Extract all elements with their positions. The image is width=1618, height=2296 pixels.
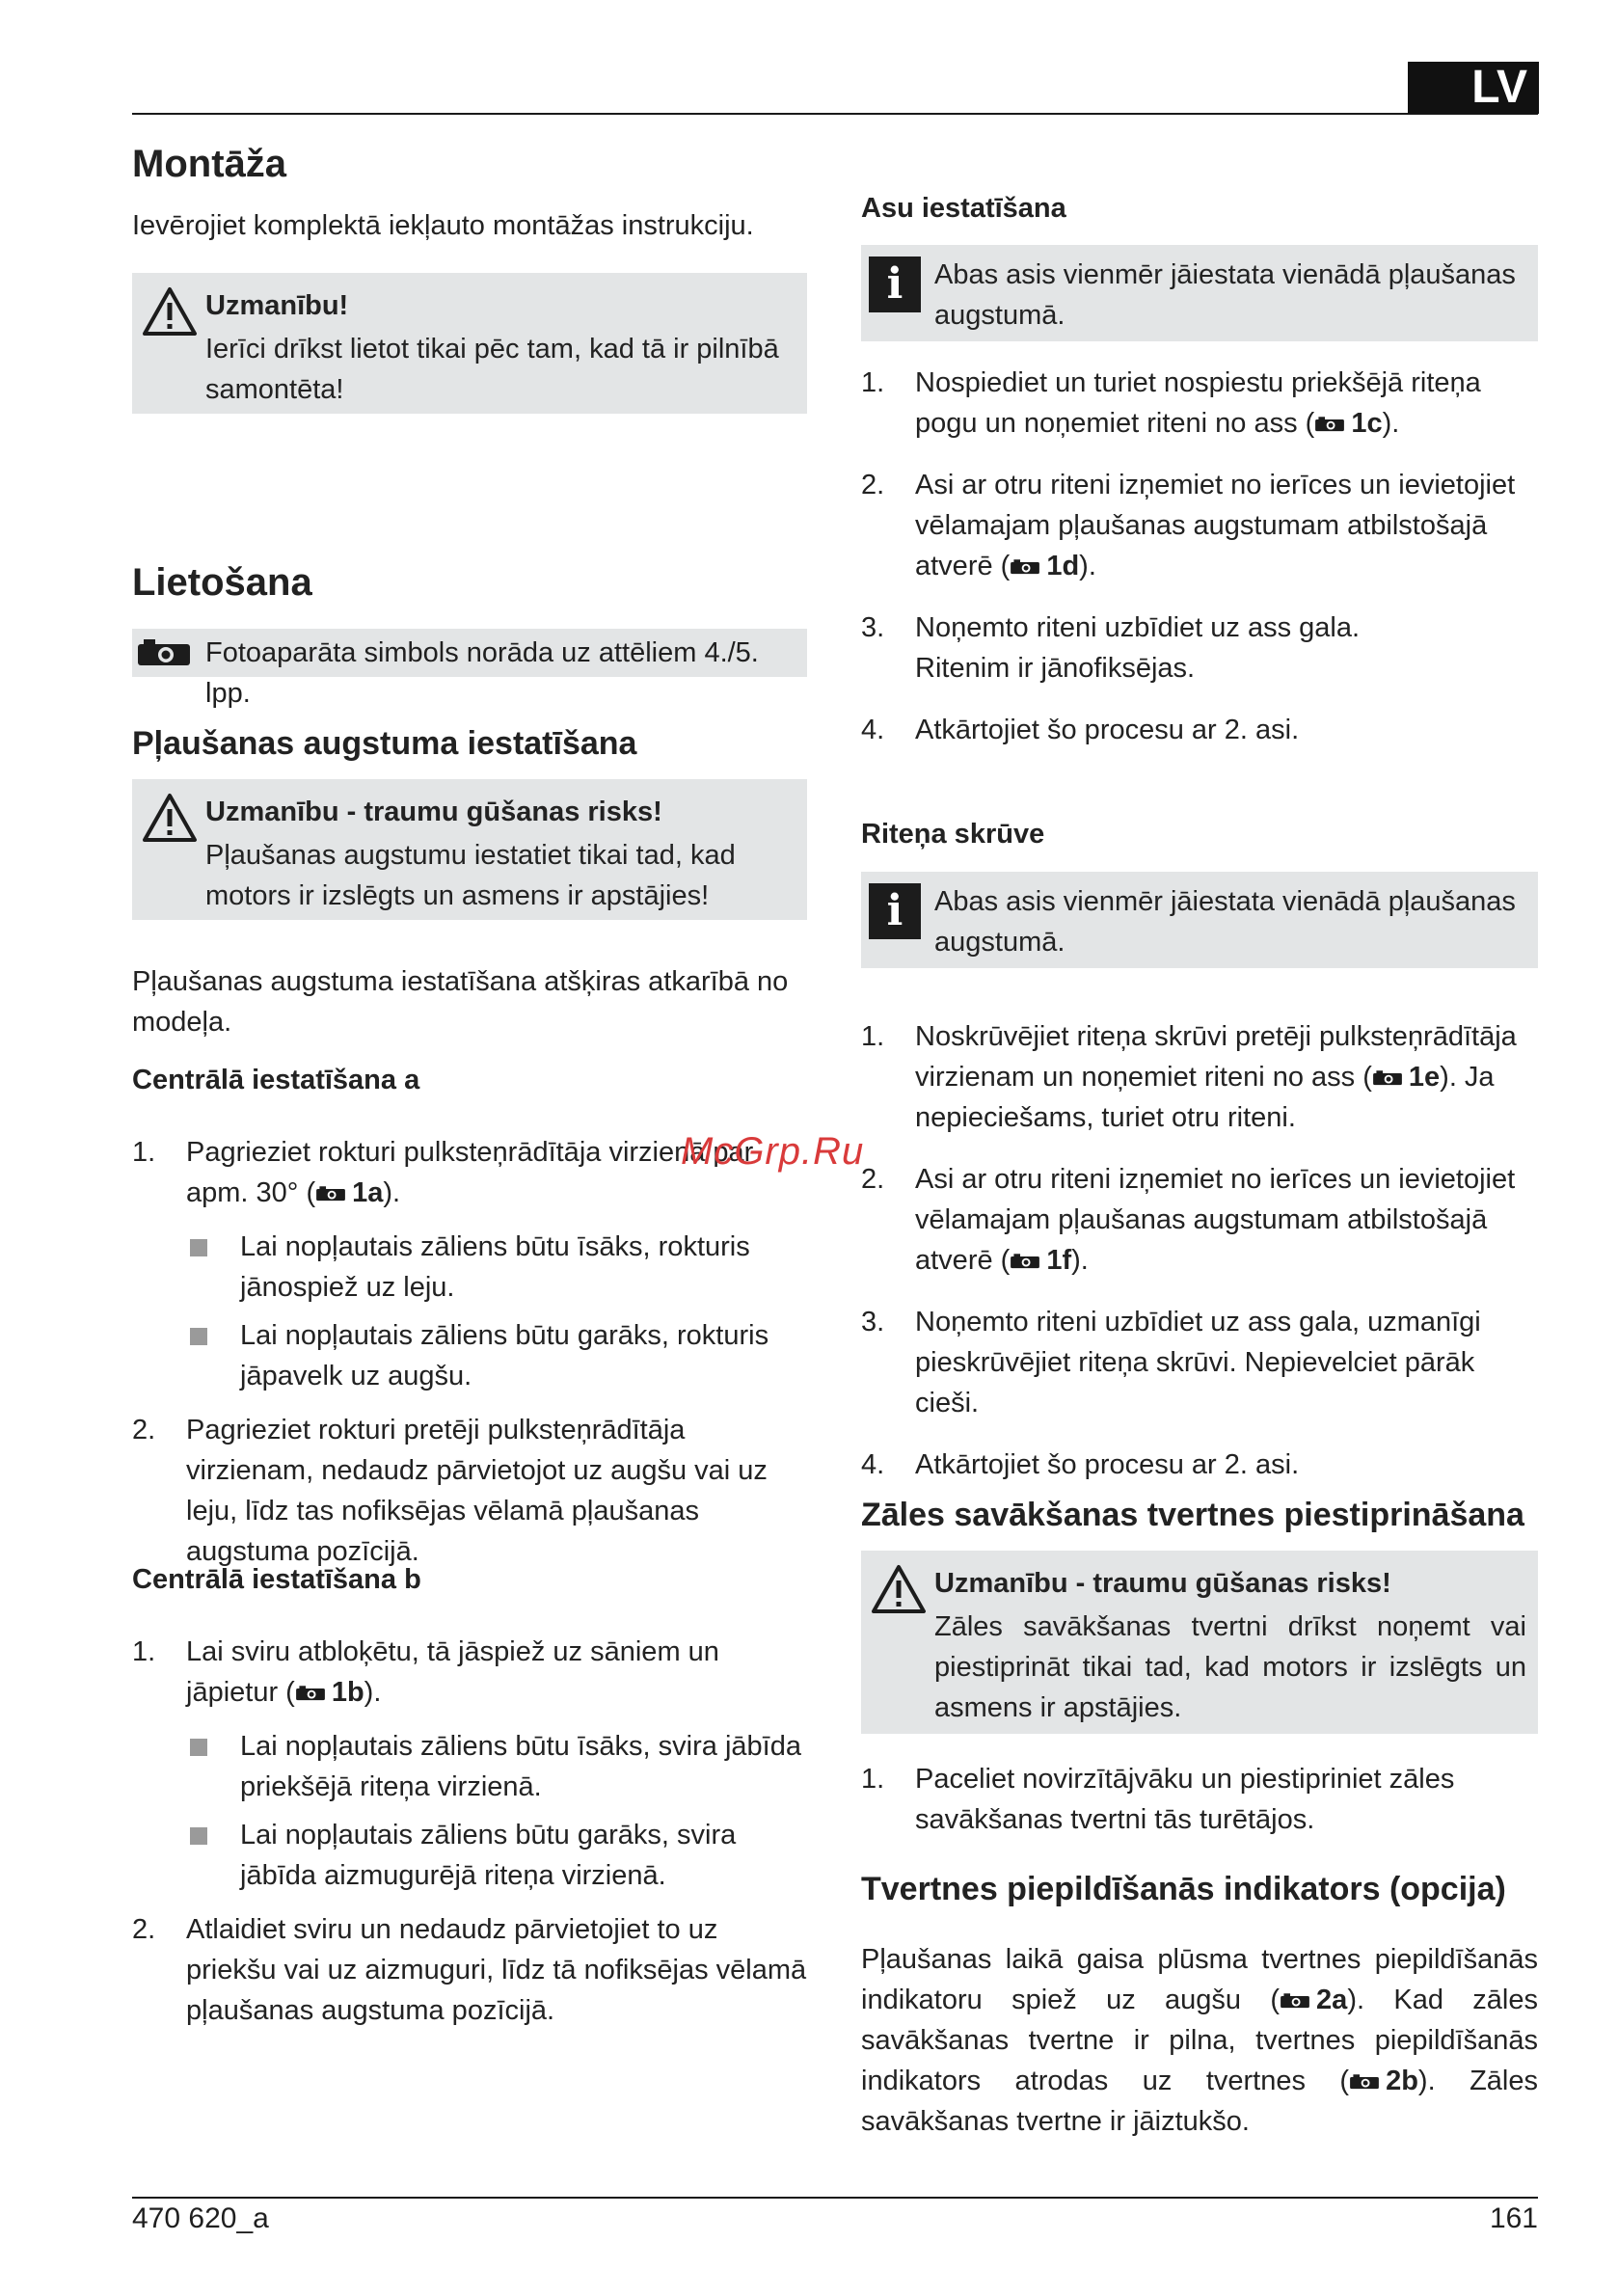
bullet-item: Lai nopļautais zāliens būtu garāks, svira jābīda aizmugurējā riteņa virzienā. — [186, 1815, 807, 1896]
step: 1. Nospiediet un turiet nospiestu priekšējā riteņa pogu un noņemiet riteni no ass ( 1c). — [861, 367, 1481, 439]
step: 1. Noskrūvējiet riteņa skrūvi pretēji pulksteņrādītāja virzienam un noņemiet riteni no ass ( 1e). Ja nepieciešams, turiet otru riteni. — [861, 1021, 1517, 1133]
info-box-ritena — [861, 872, 1538, 968]
subsection-central-b: Centrālā iestatīšana b — [132, 1564, 421, 1595]
camera-icon — [1314, 416, 1345, 433]
camera-note-box — [132, 629, 807, 709]
camera-icon — [1010, 558, 1040, 576]
info-icon: i — [869, 883, 921, 939]
warning-box-montaza — [132, 273, 807, 414]
footer-rule — [132, 2197, 1538, 2199]
step: 1. Paceliet novirzītājvāku un piestipriniet zāles savākšanas tvertni tās turētājos. — [861, 1764, 1455, 1835]
section-title-plausana: Pļaušanas augstuma iestatīšana — [132, 725, 637, 762]
bullet-square — [190, 1739, 207, 1756]
step: 3. Noņemto riteni uzbīdiet uz ass gala. Ritenim ir jānofiksējas. — [861, 612, 1361, 684]
section-title-zales: Zāles savākšanas tvertnes piestiprināšana — [861, 1497, 1524, 1533]
bullet-square — [190, 1827, 207, 1845]
camera-icon — [295, 1685, 326, 1702]
header-rule — [132, 113, 1538, 115]
bullet-item: Lai nopļautais zāliens būtu īsāks, svira jābīda priekšējā riteņa virzienā. — [186, 1726, 807, 1807]
tvertnes-paragraph: Pļaušanas laikā gaisa plūsma tvertnes piepildīšanās indikatoru spiež uz augšu ( 2a). Kad zāles savākšanas tvertne ir pilna, tvertnes piepildīšanās indikators atrodas uz tvertnes ( 2b). Zāles savākšanas tvertne ir jāiztukšo. — [861, 1944, 1538, 2137]
warning-box-plausana — [132, 779, 807, 920]
warning-title: Uzmanību! — [205, 290, 349, 321]
warning-text: Pļaušanas augstumu iestatiet tikai tad, kad motors ir izslēgts un asmens ir apstājies! — [205, 840, 736, 911]
warning-title: Uzmanību - traumu gūšanas risks! — [205, 797, 662, 827]
warning-triangle-icon — [871, 1564, 927, 1614]
figure-ref: 1d — [1046, 551, 1080, 581]
bullet-square — [190, 1328, 207, 1345]
figure-ref: 1b — [331, 1677, 364, 1708]
step: 2. Atlaidiet sviru un nedaudz pārvietojiet to uz priekšu vai uz aizmuguri, līdz tā nofiksējas vēlamā pļaušanas augstuma pozīcijā. — [132, 1914, 807, 2026]
info-box-asu — [861, 245, 1538, 341]
figure-ref: 1a — [352, 1177, 384, 1208]
warning-triangle-icon — [142, 793, 198, 843]
ritena-steps — [861, 1016, 1538, 1485]
figure-ref: 2a — [1316, 1985, 1348, 2015]
warning-box-zales — [861, 1551, 1538, 1734]
camera-icon — [315, 1185, 346, 1202]
section-title-lietosana: Lietošana — [132, 561, 312, 604]
central-b-steps — [132, 1632, 807, 2031]
step: 1. Pagrieziet rokturi pulksteņrādītāja virzienā par apm. 30° ( 1a). Lai nopļautais zāliens būtu īsāks, rokturis jānospiež uz leju. Lai nopļautais zāliens būtu garāks, rokturis jāpavelk uz augšu. — [132, 1132, 807, 1396]
camera-note-text: Fotoaparāta simbols norāda uz attēliem 4./5. lpp. — [205, 637, 759, 709]
footer-page-number: 161 — [1489, 2202, 1538, 2234]
section-title-montaza: Montāža — [132, 143, 286, 185]
warning-triangle-icon — [142, 286, 198, 337]
figure-ref: 1e — [1408, 1062, 1441, 1093]
figure-ref: 2b — [1386, 2066, 1418, 2096]
step: 3. Noņemto riteni uzbīdiet uz ass gala, uzmanīgi pieskrūvējiet riteņa skrūvi. Nepievelciet pārāk cieši. — [861, 1307, 1481, 1418]
step: 2. Pagrieziet rokturi pretēji pulksteņrādītāja virzienam, nedaudz pārvietojot uz augšu vai uz leju, līdz tas nofiksējas vēlamā pļaušanas augstuma pozīcijā. — [132, 1415, 768, 1567]
step: 4. Atkārtojiet šo procesu ar 2. asi. — [861, 715, 1300, 745]
subsection-asu: Asu iestatīšana — [861, 193, 1066, 224]
camera-icon — [1372, 1069, 1403, 1087]
camera-icon — [1280, 1992, 1310, 2010]
step: 2. Asi ar otru riteni izņemiet no ierīces un ievietojiet vēlamajam pļaušanas augstumam atbilstošajā atverē ( 1d). — [861, 470, 1516, 581]
bullet-item: Lai nopļautais zāliens būtu garāks, rokturis jāpavelk uz augšu. — [186, 1315, 807, 1396]
section-title-tvertnes: Tvertnes piepildīšanās indikators (opcija) — [861, 1871, 1506, 1907]
step: 2. Asi ar otru riteni izņemiet no ierīces un ievietojiet vēlamajam pļaušanas augstumam atbilstošajā atverē ( 1f). — [861, 1164, 1516, 1276]
camera-icon — [1349, 2073, 1380, 2091]
figure-ref: 1f — [1046, 1245, 1072, 1276]
watermark: McGrp.Ru — [681, 1130, 865, 1173]
camera-icon — [136, 638, 192, 667]
camera-icon — [1010, 1253, 1040, 1270]
step: 4. Atkārtojiet šo procesu ar 2. asi. — [861, 1449, 1300, 1480]
subsection-ritena: Riteņa skrūve — [861, 819, 1045, 850]
plausana-intro: Pļaušanas augstuma iestatīšana atšķiras atkarībā no modeļa. — [132, 966, 789, 1038]
asu-steps — [861, 363, 1538, 750]
zales-steps — [861, 1759, 1538, 1840]
info-icon: i — [869, 257, 921, 312]
info-text: Abas asis vienmēr jāiestata vienādā pļaušanas augstumā. — [934, 259, 1516, 331]
figure-ref: 1c — [1351, 408, 1383, 439]
warning-text: Zāles savākšanas tvertni drīkst noņemt vai piestiprināt tikai tad, kad motors ir izslēgts un asmens ir apstājies. — [934, 1611, 1526, 1723]
warning-text: Ierīci drīkst lietot tikai pēc tam, kad tā ir pilnībā samontēta! — [205, 334, 779, 405]
bullet-item: Lai nopļautais zāliens būtu īsāks, rokturis jānospiež uz leju. — [186, 1227, 807, 1308]
step: 1. Lai sviru atbloķētu, tā jāspiež uz sāniem un jāpietur ( 1b). Lai nopļautais zāliens būtu īsāks, svira jābīda priekšējā riteņa virzienā. Lai nopļautais zāliens būtu garāks, svira jābīda aizmugurējā riteņa virzienā. — [132, 1632, 807, 1896]
montaza-intro: Ievērojiet komplektā iekļauto montāžas instrukciju. — [132, 210, 754, 241]
language-tab: LV — [1408, 62, 1539, 114]
bullet-square — [190, 1239, 207, 1256]
footer-doc-number: 470 620_a — [132, 2202, 269, 2234]
central-a-steps — [132, 1132, 807, 1572]
subsection-central-a: Centrālā iestatīšana a — [132, 1065, 420, 1095]
info-text: Abas asis vienmēr jāiestata vienādā pļaušanas augstumā. — [934, 886, 1516, 958]
warning-title: Uzmanību - traumu gūšanas risks! — [934, 1568, 1391, 1599]
